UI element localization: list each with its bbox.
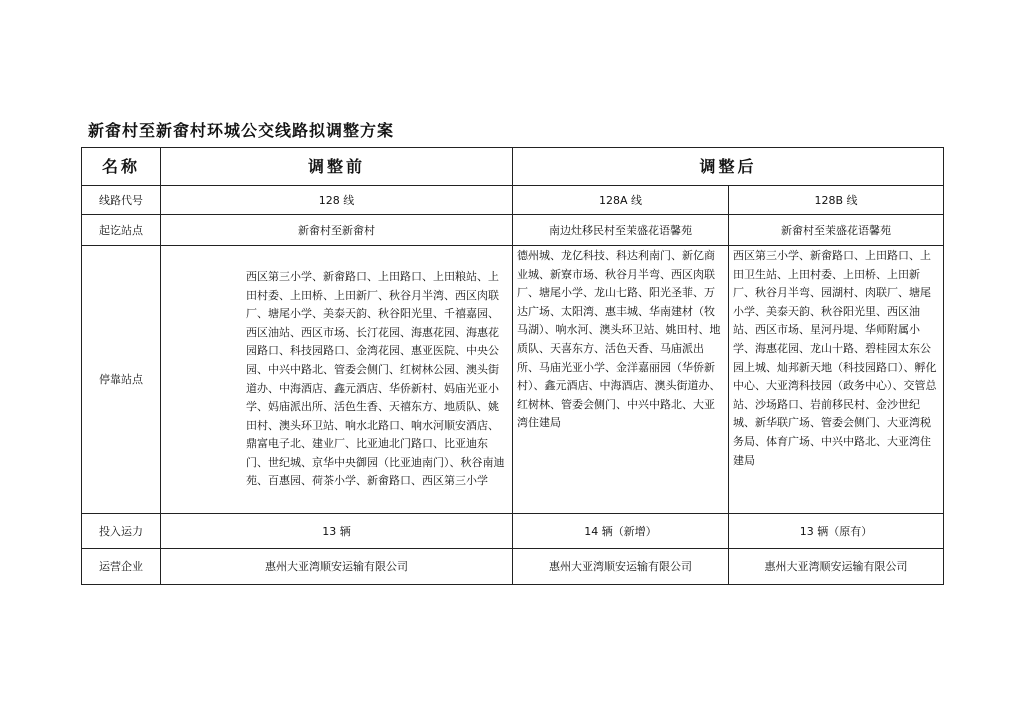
header-after: 调整后 [513, 148, 944, 186]
fleet-before: 13 辆 [161, 514, 513, 549]
terminals-after-b: 新畲村至茉盛花语馨苑 [729, 215, 944, 246]
fleet-after-a: 14 辆（新增） [513, 514, 729, 549]
operator-row [82, 549, 944, 585]
operator-label: 运营企业 [82, 549, 161, 585]
header-row [82, 148, 944, 186]
header-name: 名称 [82, 148, 161, 186]
route-code-label: 线路代号 [82, 186, 161, 215]
operator-after-b: 惠州大亚湾顺安运输有限公司 [729, 549, 944, 585]
document-title: 新畲村至新畲村环城公交线路拟调整方案 [88, 121, 395, 140]
route-code-after-b: 128B 线 [729, 186, 944, 215]
terminals-label: 起讫站点 [82, 215, 161, 246]
fleet-after-b: 13 辆（原有） [729, 514, 944, 549]
stops-before: 西区第三小学、新畲路口、上田路口、上田粮站、上田村委、上田桥、上田新厂、秋谷月半湾、西区肉联厂、塘尾小学、美泰天韵、秋谷阳光里、千禧嘉园、西区油站、西区市场、长汀花园、海惠花园、海惠花园路口、科技园路口、金湾花园、惠亚医院、中央公园、中兴中路北、管委会侧门、红树林公园、澳头街道办、中海酒店、鑫元酒店、华侨新村、妈庙光亚小学、妈庙派出所、活色生香、天禧东方、地质队、姚田村、澳头环卫站、响水北路口、响水河顺安酒店、鼎富电子北、建业厂、比亚迪北门路口、比亚迪东门、世纪城、京华中央御园（比亚迪南门）、秋谷南迪苑、百惠园、荷茶小学、新畲路口、西区第三小学 [161, 246, 513, 514]
fleet-label: 投入运力 [82, 514, 161, 549]
route-code-before: 128 线 [161, 186, 513, 215]
stops-after-a: 德州城、龙亿科技、科达利南门、新亿商业城、新寮市场、秋谷月半弯、西区肉联厂、塘尾小学、龙山七路、阳光圣菲、万达广场、太阳湾、惠丰城、华南建材（牧马湖）、响水河、澳头环卫站、姚田村、地质队、天喜东方、活色天香、马庙派出所、马庙光亚小学、金洋嘉丽园（华侨新村）、鑫元酒店、中海酒店、澳头街道办、红树林、管委会侧门、中兴中路北、大亚湾住建局 [513, 246, 729, 514]
stops-after-b: 西区第三小学、新畲路口、上田路口、上田卫生站、上田村委、上田桥、上田新厂、秋谷月半弯、园湖村、肉联厂、塘尾小学、美泰天韵、秋谷阳光里、西区油站、西区市场、星河丹堤、华师附属小学、海惠花园、龙山十路、碧桂园太东公园上城、灿邦新天地（科技园路口）、孵化中心、大亚湾科技园（政务中心）、交管总站、沙场路口、岩前移民村、金沙世纪城、新华联广场、管委会侧门、大亚湾税务局、体育广场、中兴中路北、大亚湾住建局 [729, 246, 944, 514]
header-before: 调整前 [161, 148, 513, 186]
fleet-row [82, 514, 944, 549]
route-code-row [82, 186, 944, 215]
operator-after-a: 惠州大亚湾顺安运输有限公司 [513, 549, 729, 585]
terminals-row [82, 215, 944, 246]
operator-before: 惠州大亚湾顺安运输有限公司 [161, 549, 513, 585]
stops-row [82, 246, 944, 514]
stops-label: 停靠站点 [82, 246, 161, 514]
terminals-before: 新畲村至新畲村 [161, 215, 513, 246]
terminals-after-a: 南边灶移民村至茉盛花语馨苑 [513, 215, 729, 246]
route-code-after-a: 128A 线 [513, 186, 729, 215]
route-adjustment-table [81, 147, 944, 585]
